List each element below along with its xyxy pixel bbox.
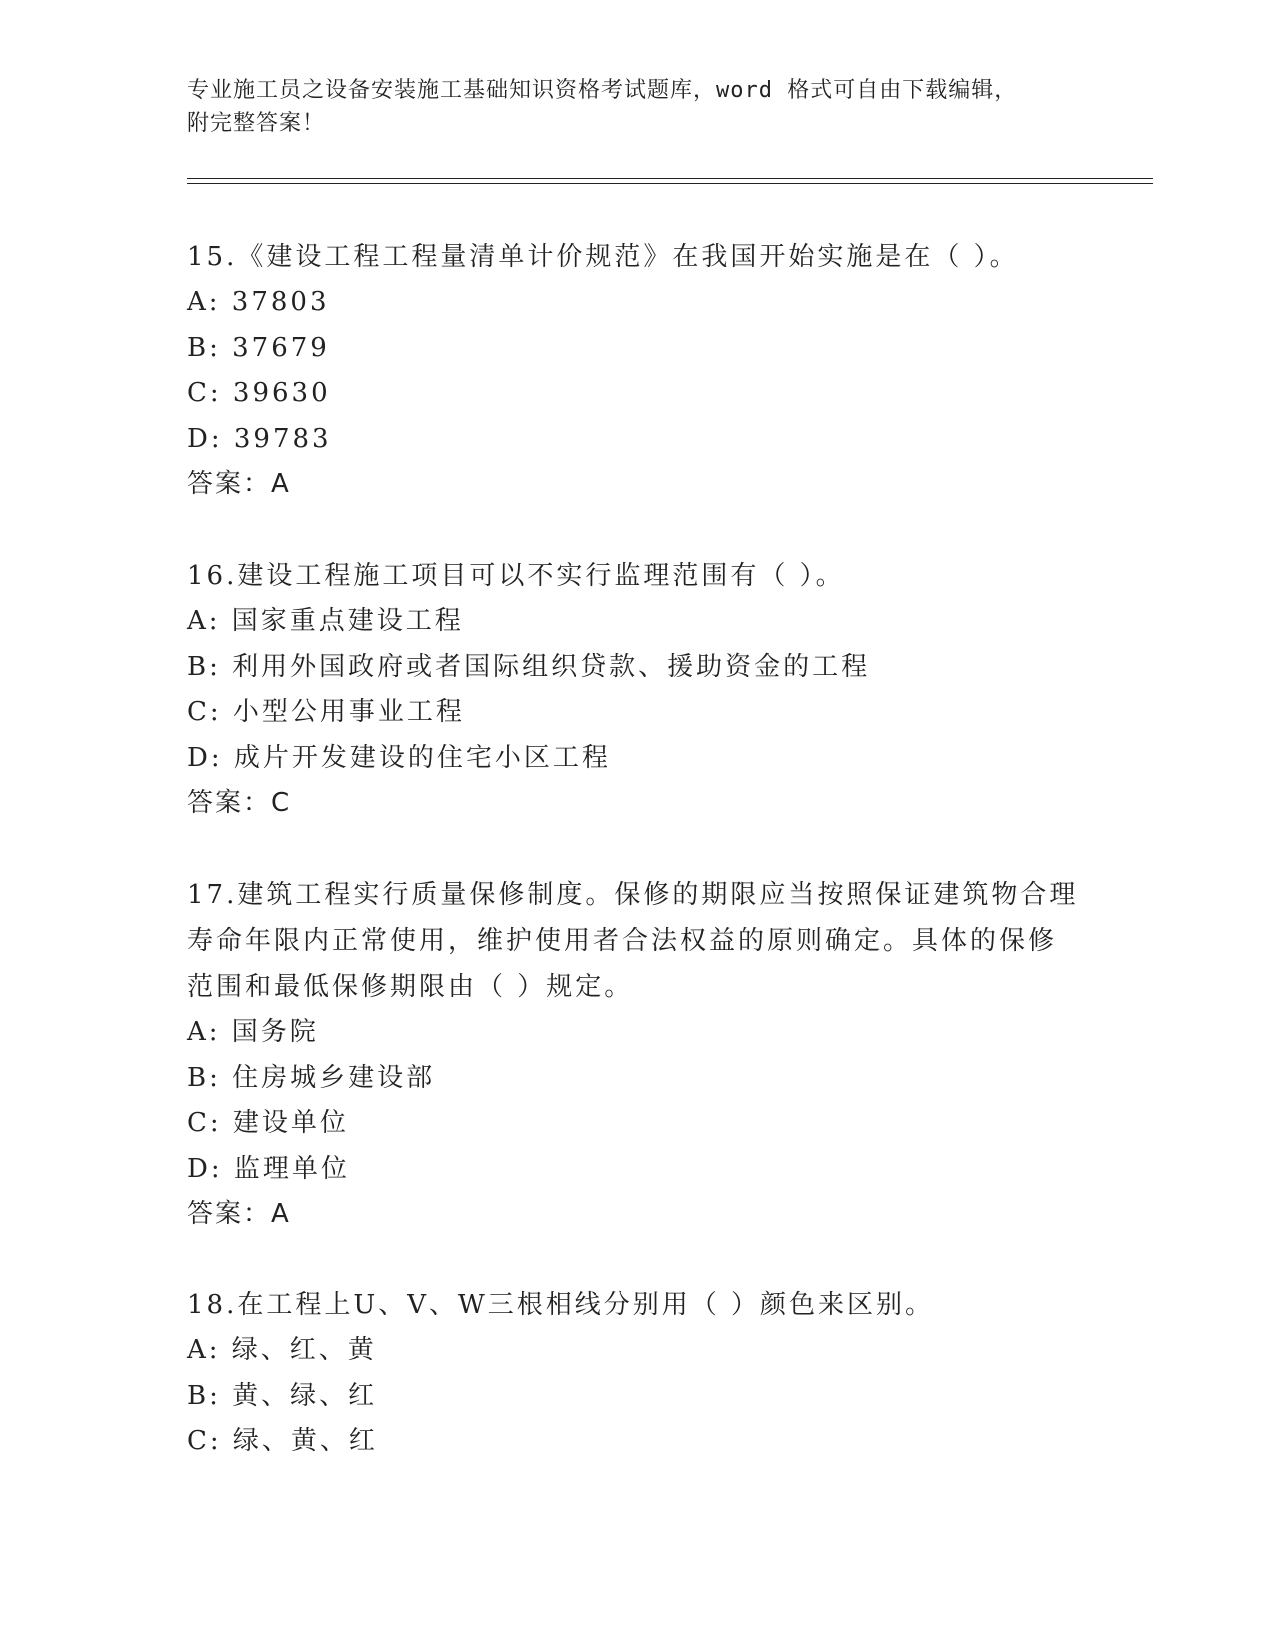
header-divider-bottom <box>187 183 1153 184</box>
option-c: C: 绿、黄、红 <box>187 1426 378 1456</box>
question-17 <box>187 872 1087 1238</box>
question-18 <box>187 1282 1087 1465</box>
option-a: A: 国务院 <box>187 1017 319 1047</box>
answer: 答案：A <box>187 1199 291 1229</box>
question-stem-line: 范围和最低保修期限由（ ）规定。 <box>187 972 634 1002</box>
question-stem-line: 17.建筑工程实行质量保修制度。保修的期限应当按照保证建筑物合理 <box>187 880 1079 910</box>
answer: 答案：C <box>187 788 292 818</box>
option-c: C: 建设单位 <box>187 1108 349 1138</box>
answer: 答案：A <box>187 469 291 499</box>
option-b: B: 住房城乡建设部 <box>187 1062 436 1093</box>
document-header <box>187 74 1087 140</box>
option-a: A: 绿、红、黄 <box>187 1335 377 1365</box>
option-b: B: 37679 <box>187 332 330 363</box>
header-line: 附完整答案！ <box>187 111 326 136</box>
option-c: C: 小型公用事业工程 <box>187 697 465 727</box>
question-stem-line: 15.《建设工程工程量清单计价规范》在我国开始实施是在（ ）。 <box>187 242 1019 272</box>
option-b: B: 黄、绿、红 <box>187 1380 378 1411</box>
question-stem <box>187 553 1087 599</box>
option-c: C: 39630 <box>187 378 331 408</box>
option-d: D: 成片开发建设的住宅小区工程 <box>187 742 611 773</box>
question-stem <box>187 872 1087 1010</box>
question-stem-line: 寿命年限内正常使用，维护使用者合法权益的原则确定。具体的保修 <box>187 926 1058 956</box>
question-stem <box>187 1282 1087 1328</box>
question-stem-line: 18.在工程上U、V、W三根相线分别用（ ）颜色来区别。 <box>187 1290 935 1320</box>
option-d: D: 监理单位 <box>187 1153 350 1184</box>
header-divider-top <box>187 178 1153 179</box>
option-d: D: 39783 <box>187 423 332 454</box>
question-stem-line: 16.建设工程施工项目可以不实行监理范围有（ ）。 <box>187 561 845 591</box>
question-15 <box>187 234 1087 508</box>
question-stem <box>187 234 1087 280</box>
question-16 <box>187 553 1087 827</box>
option-a: A: 37803 <box>187 287 330 317</box>
option-a: A: 国家重点建设工程 <box>187 606 464 636</box>
option-b: B: 利用外国政府或者国际组织贷款、援助资金的工程 <box>187 651 871 682</box>
header-line: 专业施工员之设备安装施工基础知识资格考试题库，word 格式可自由下载编辑， <box>187 78 1018 103</box>
